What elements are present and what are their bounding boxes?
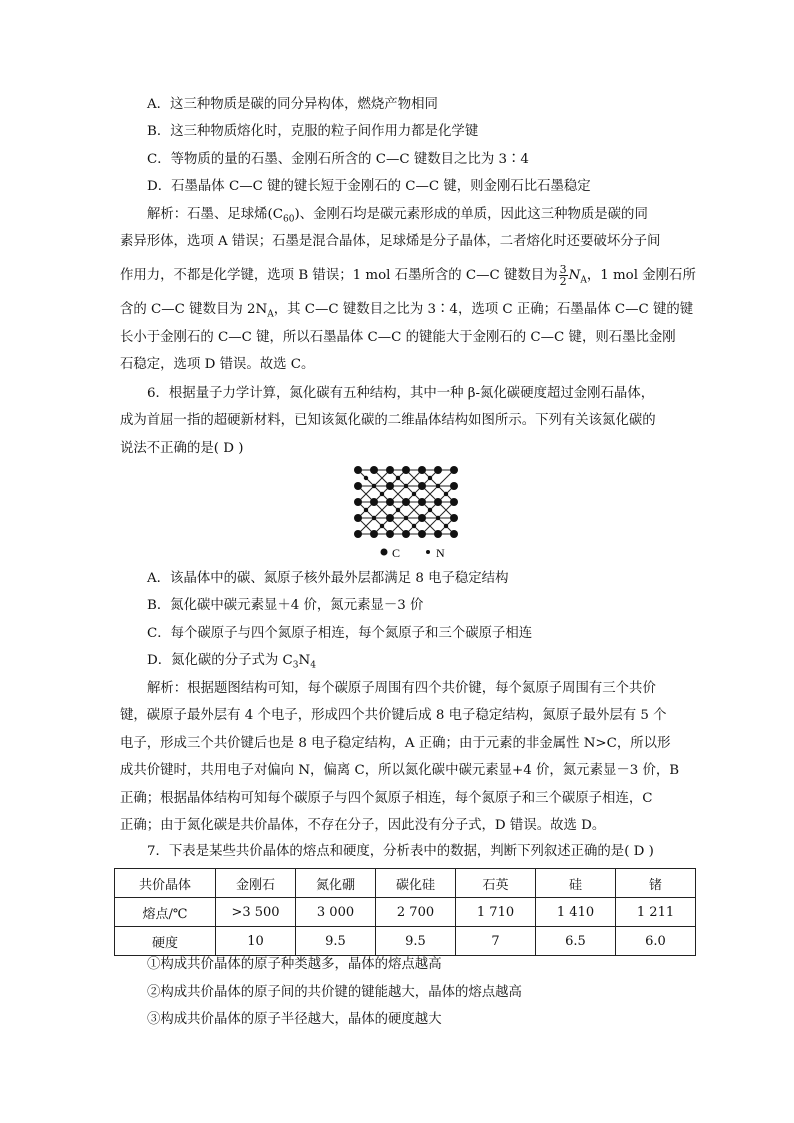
carbon-nitride-structure-diagram xyxy=(352,462,462,564)
q7-statement-3: ③构成共价晶体的原子半径越大，晶体的硬度越大 xyxy=(147,1012,442,1027)
q7-statement-2: ②构成共价晶体的原子间的共价键的键能越大，晶体的熔点越高 xyxy=(147,985,522,1000)
table-cell: 7 xyxy=(456,927,536,956)
table-cell: 9.5 xyxy=(376,927,456,956)
q5-analysis-line-5: 长小于金刚石的 C—C 键，所以石墨晶体 C—C 的键能大于金刚石的 C—C 键，则石墨比金刚 xyxy=(120,330,676,345)
table-header-cell: 金刚石 xyxy=(216,869,296,898)
q5-analysis-line-1: 解析：石墨、足球烯$(C_{60})$、金刚石均是碳元素形成的单质，因此这三种物质是碳的同 xyxy=(147,207,648,225)
q6-analysis-line-3: 电子，形成三个共价键后也是 8 电子稳定结构，A 正确；由于元素的非金属性 N>C，所以形 xyxy=(120,736,671,751)
q7-statement-1: ①构成共价晶体的原子种类越多，晶体的熔点越高 xyxy=(147,957,442,972)
table-header-cell: 共价晶体 xyxy=(115,869,216,898)
table-cell: 1 410 xyxy=(536,898,616,927)
q5-analysis-line-2: 素异形体，选项 A 错误；石墨是混合晶体，足球烯是分子晶体，二者熔化时还要破坏分子间 xyxy=(120,234,661,249)
q5-option-d: D．石墨晶体 C—C 键的键长短于金刚石的 C—C 键，则金刚石比石墨稳定 xyxy=(147,179,591,194)
table-cell: >3 500 xyxy=(216,898,296,927)
q6-analysis-line-6: 正确；由于氮化碳是共价晶体，不存在分子，因此没有分子式，D 错误。故选 D。 xyxy=(120,818,606,833)
table-header-row xyxy=(115,869,696,898)
legend-carbon-label: C xyxy=(392,546,401,560)
table-cell: 1 710 xyxy=(456,898,536,927)
table-header-cell: 氮化硼 xyxy=(296,869,376,898)
table-cell: 3 000 xyxy=(296,898,376,927)
q6-option-a: A．该晶体中的碳、氮原子核外最外层都满足 8 电子稳定结构 xyxy=(147,571,509,586)
q7-stem: 7．下表是某些共价晶体的熔点和硬度，分析表中的数据，判断下列叙述正确的是( D ) xyxy=(147,844,654,859)
q5-analysis-line-3: 作用力，不都是化学键，选项 B 错误；1 mol 石墨所含的 C—C 键数目为 $\frac{3}{2}$ $N_A$，1 mol 金刚石所 xyxy=(120,263,696,288)
table-cell: 9.5 xyxy=(296,927,376,956)
table-header-cell: 硅 xyxy=(536,869,616,898)
q6-analysis-line-1: 解析：根据题图结构可知，每个碳原子周围有四个共价键，每个氮原子周围有三个共价 xyxy=(147,681,656,696)
table-cell: 1 211 xyxy=(616,898,696,927)
q5-option-c: C．等物质的量的石墨、金刚石所含的 C—C 键数目之比为 3∶4 xyxy=(147,152,529,167)
q6-analysis-line-2: 键，碳原子最外层有 4 个电子，形成四个共价键后成 8 电子稳定结构，氮原子最外层有 5 个 xyxy=(120,708,667,723)
table-cell: 6.0 xyxy=(616,927,696,956)
table-row xyxy=(115,927,696,956)
q5-option-a: A．这三种物质是碳的同分异构体，燃烧产物相同 xyxy=(147,97,438,112)
q5-analysis-line-4: 含的 C—C 键数目为 $2N_A$，其 C—C 键数目之比为 3∶4，选项 C 正确；石墨晶体 C—C 键的键 xyxy=(120,302,694,320)
q6-stem-line-3: 说法不正确的是( D ) xyxy=(120,441,244,456)
legend-nitrogen-marker xyxy=(426,550,430,554)
table-cell: 10 xyxy=(216,927,296,956)
diagram-legend xyxy=(381,546,446,560)
table-row xyxy=(115,898,696,927)
q6-stem-line-2: 成为首屈一指的超硬新材料，已知该氮化碳的二维晶体结构如图所示。下列有关该氮化碳的 xyxy=(120,413,656,428)
q6-option-b: B．氮化碳中碳元素显＋4 价，氮元素显－3 价 xyxy=(147,598,424,613)
table-header-cell: 锗 xyxy=(616,869,696,898)
q6-stem-line-1: 6．根据量子力学计算，氮化碳有五种结构，其中一种 β-氮化碳硬度超过金刚石晶体， xyxy=(147,386,655,401)
fraction-three-halves: $\frac{3}{2}$ xyxy=(559,263,567,288)
table-header-cell: 碳化硅 xyxy=(376,869,456,898)
q6-analysis-line-5: 正确；根据晶体结构可知每个碳原子与四个氮原子相连，每个氮原子和三个碳原子相连，C xyxy=(120,791,653,806)
legend-nitrogen-label: N xyxy=(436,546,445,560)
q6-option-c: C．每个碳原子与四个氮原子相连，每个氮原子和三个碳原子相连 xyxy=(147,626,533,641)
table-cell: 2 700 xyxy=(376,898,456,927)
legend-carbon-marker xyxy=(381,549,388,556)
q6-analysis-line-4: 成共价键时，共用电子对偏向 N，偏离 C，所以氮化碳中碳元素显+4 价，氮元素显－3 价，B xyxy=(120,763,680,778)
table-cell: 熔点/℃ xyxy=(115,898,216,927)
q6-option-d: D．氮化碳的分子式为 $C_3N_4$ xyxy=(147,653,316,671)
q5-option-b: B．这三种物质熔化时，克服的粒子间作用力都是化学键 xyxy=(147,124,479,139)
table-header-cell: 石英 xyxy=(456,869,536,898)
q5-analysis-line-6: 石稳定，选项 D 错误。故选 C。 xyxy=(120,357,315,372)
table-cell: 6.5 xyxy=(536,927,616,956)
table-cell: 硬度 xyxy=(115,927,216,956)
covalent-crystal-table xyxy=(114,868,696,956)
